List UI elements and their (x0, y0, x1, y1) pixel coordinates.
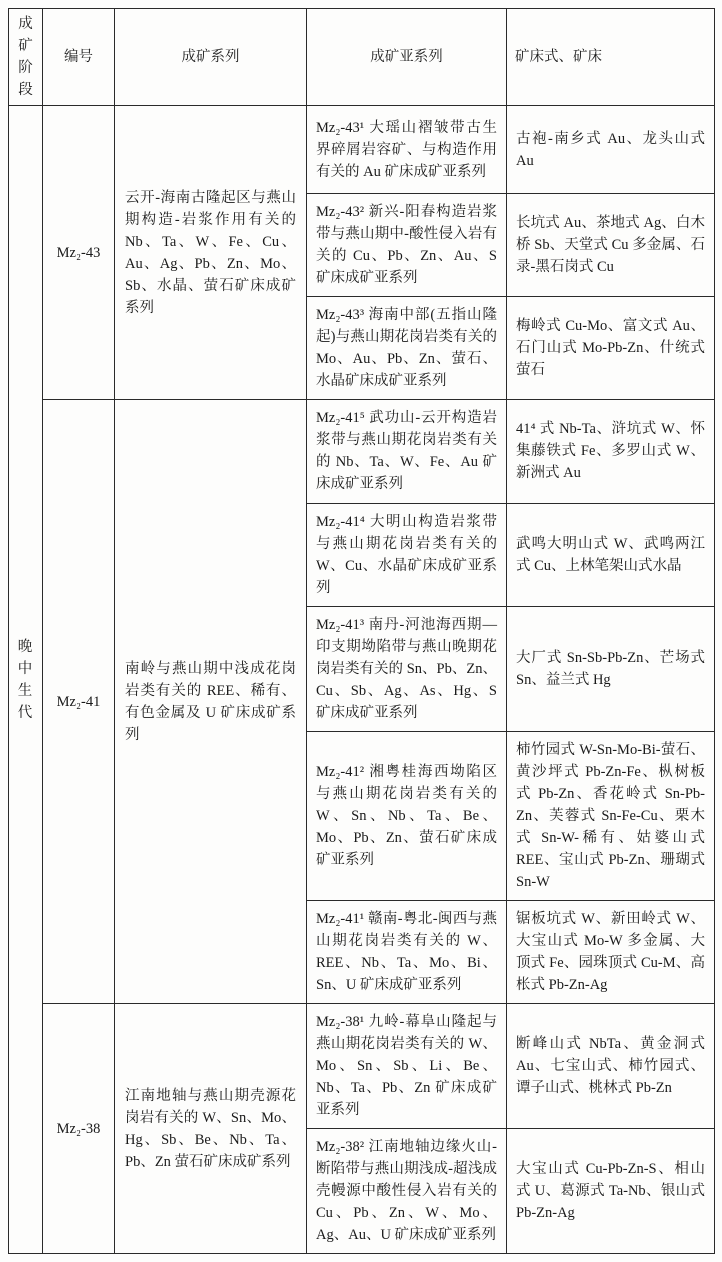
group-series-mz2-41: 南岭与燕山期中浅成花岗岩类有关的 REE、稀有、有色金属及 U 矿床成矿系列 (115, 400, 307, 1004)
header-deposits: 矿床式、矿床 (507, 9, 715, 106)
deposits-cell: 武鸣大明山式 W、武鸣两江式 Cu、上林笔架山式水晶 (507, 503, 715, 606)
deposits-cell: 锯板坑式 W、新田岭式 W、大宝山式 Mo-W 多金属、大顶式 Fe、园珠顶式 Cu-M、高枨式 Pb-Zn-Ag (507, 901, 715, 1004)
deposits-cell: 大厂式 Sn-Sb-Pb-Zn、芒场式 Sn、益兰式 Hg (507, 606, 715, 731)
deposits-cell: 柿竹园式 W-Sn-Mo-Bi-萤石、黄沙坪式 Pb-Zn-Fe、枞树板式 Pb-Zn、香花岭式 Sn-Pb-Zn、芙蓉式 Sn-Fe-Cu、栗木式 Sn-W-稀有、姑婆山式 REE、宝山式 Pb-Zn、珊瑚式 Sn-W (507, 731, 715, 900)
deposits-cell: 古袍-南乡式 Au、龙头山式 Au (507, 106, 715, 194)
header-subseries: 成矿亚系列 (307, 9, 507, 106)
mineralization-series-table (8, 8, 715, 1254)
deposits-cell: 断峰山式 NbTa、黄金洞式 Au、七宝山式、柿竹园式、谭子山式、桃林式 Pb-Zn (507, 1004, 715, 1129)
subseries-cell: Mz₂-38² 江南地轴边缘火山-断陷带与燕山期浅成-超浅成壳幔源中酸性侵入岩有关的 Cu、Pb、Zn、W、Mo、Ag、Au、U 矿床成矿亚系列 (307, 1129, 507, 1254)
group-code-mz2-43: Mz₂-43 (43, 106, 115, 400)
stage-cell: 晚中生代 (9, 106, 43, 1254)
group-series-mz2-43: 云开-海南古隆起区与燕山期构造-岩浆作用有关的 Nb、Ta、W、Fe、Cu、Au、Ag、Pb、Zn、Mo、Sb、水晶、萤石矿床成矿系列 (115, 106, 307, 400)
group-code-mz2-41: Mz₂-41 (43, 400, 115, 1004)
header-series: 成矿系列 (115, 9, 307, 106)
table-row (9, 400, 715, 503)
deposits-cell: 梅岭式 Cu-Mo、富文式 Au、石门山式 Mo-Pb-Zn、什统式萤石 (507, 297, 715, 400)
group-code-mz2-38: Mz₂-38 (43, 1004, 115, 1254)
subseries-cell: Mz₂-41¹ 赣南-粤北-闽西与燕山期花岗岩类有关的 W、REE、Nb、Ta、Mo、Bi、Sn、U 矿床成矿亚系列 (307, 901, 507, 1004)
subseries-cell: Mz₂-43¹ 大瑶山褶皱带古生界碎屑岩容矿、与构造作用有关的 Au 矿床成矿亚系列 (307, 106, 507, 194)
subseries-cell: Mz₂-41² 湘粤桂海西坳陷区与燕山期花岗岩类有关的 W、Sn、Nb、Ta、Be、Mo、Pb、Zn、萤石矿床成矿亚系列 (307, 731, 507, 900)
subseries-cell: Mz₂-41⁴ 大明山构造岩浆带与燕山期花岗岩类有关的 W、Cu、水晶矿床成矿亚系列 (307, 503, 507, 606)
deposits-cell: 41⁴ 式 Nb-Ta、浒坑式 W、怀集藤铁式 Fe、多罗山式 W、新洲式 Au (507, 400, 715, 503)
subseries-cell: Mz₂-43³ 海南中部(五指山隆起)与燕山期花岗岩类有关的 Mo、Au、Pb、Zn、萤石、水晶矿床成矿亚系列 (307, 297, 507, 400)
header-row (9, 9, 715, 106)
subseries-cell: Mz₂-41⁵ 武功山-云开构造岩浆带与燕山期花岗岩类有关的 Nb、Ta、W、Fe、Au 矿床成矿亚系列 (307, 400, 507, 503)
deposits-cell: 大宝山式 Cu-Pb-Zn-S、相山式 U、葛源式 Ta-Nb、银山式 Pb-Zn-Ag (507, 1129, 715, 1254)
deposits-cell: 长坑式 Au、茶地式 Ag、白木桥 Sb、天堂式 Cu 多金属、石录-黑石岗式 Cu (507, 194, 715, 297)
table-row (9, 106, 715, 194)
header-code: 编号 (43, 9, 115, 106)
header-stage: 成矿阶段 (9, 9, 43, 106)
table-row (9, 1004, 715, 1129)
subseries-cell: Mz₂-41³ 南丹-河池海西期—印支期坳陷带与燕山晚期花岗岩类有关的 Sn、Pb、Zn、Cu、Sb、Ag、As、Hg、S 矿床成矿亚系列 (307, 606, 507, 731)
group-series-mz2-38: 江南地轴与燕山期壳源花岗岩有关的 W、Sn、Mo、Hg、Sb、Be、Nb、Ta、Pb、Zn 萤石矿床成矿系列 (115, 1004, 307, 1254)
subseries-cell: Mz₂-43² 新兴-阳春构造岩浆带与燕山期中-酸性侵入岩有关的 Cu、Pb、Zn、Au、S 矿床成矿亚系列 (307, 194, 507, 297)
subseries-cell: Mz₂-38¹ 九岭-幕阜山隆起与燕山期花岗岩类有关的 W、Mo、Sn、Sb、Li、Be、Nb、Ta、Pb、Zn 矿床成矿亚系列 (307, 1004, 507, 1129)
